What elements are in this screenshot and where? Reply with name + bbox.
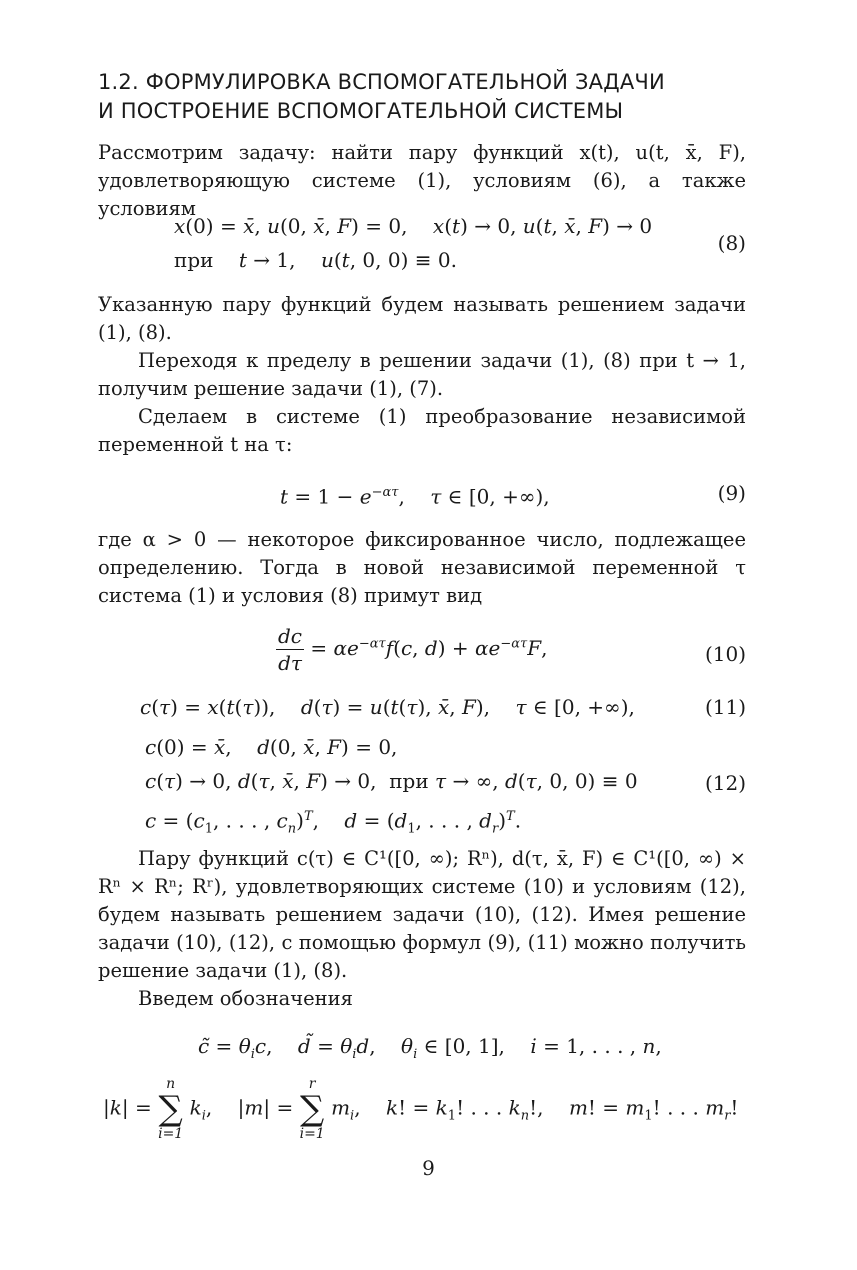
paragraph-7: Введем обозначения xyxy=(138,987,353,1010)
eq10: $\frac{dc}{d\tau}$ = $\alpha e^{-\alpha\tau}f(c$, $d) + \alpha e^{-\alpha\tau}F$, xyxy=(278,624,548,675)
paragraph-3: Переходя к пределу в решении задачи (1), (8) при t → 1, получим решение задачи (1), (7). xyxy=(98,349,746,400)
paragraph-5: где α > 0 — некоторое фиксированное число, подлежащее определению. Тогда в новой независимой переменной τ система (1) и условия (8) примут вид xyxy=(98,528,746,607)
eq10-fraction: $\frac{dc}{d\tau}$ xyxy=(278,624,303,675)
eq11-number: (11) xyxy=(704,695,746,719)
eq9-number: (9) xyxy=(717,481,746,505)
eq11: c(τ) = x(t(τ)), d(τ) = u(t(τ), x̄, F), τ ∈ [0, +∞), xyxy=(140,695,635,719)
section-heading xyxy=(98,68,746,126)
eq8-line-2: при t → 1, u(t, 0, 0) ≡ 0. xyxy=(174,248,457,272)
eq8-number: (8) xyxy=(717,231,746,255)
paragraph-2: Указанную пару функций будем называть решением задачи (1), (8). xyxy=(98,293,746,344)
heading-line-2: И ПОСТРОЕНИЕ ВСПОМОГАТЕЛЬНОЙ СИСТЕМЫ xyxy=(98,99,624,123)
eq12-number: (12) xyxy=(704,771,746,795)
notation-line-2: |k| = n ∑ i=1 $k_i$, |m| = r ∑ i=1 $m_i$, k! = $k_1$! . . . $k_n$!, m! = $m_1$! . . . $m_r$! xyxy=(103,1076,739,1142)
heading-line-1: 1.2. ФОРМУЛИРОВКА ВСПОМОГАТЕЛЬНОЙ ЗАДАЧИ xyxy=(98,70,665,94)
page-number: 9 xyxy=(422,1156,435,1180)
eq8-line-1: x(0) = x̄, u(0, x̄, F) = 0, x(t) → 0, u(t, x̄, F) → 0 xyxy=(174,214,653,238)
notation-line-1: c̃ = $\theta_ic$, d̃ = $\theta_id$, $\theta_i$ ∈ [0, 1], i = 1, . . . , n, xyxy=(198,1034,662,1062)
eq12-line-2: c(τ) → 0, d(τ, x̄, F) → 0, при τ → ∞, d(τ, 0, 0) ≡ 0 xyxy=(145,769,638,793)
sum-k: n ∑ i=1 xyxy=(158,1076,184,1142)
eq12-line-1: c(0) = x̄, d(0, x̄, F) = 0, xyxy=(145,735,398,759)
paragraph-4: Сделаем в системе (1) преобразование независимой переменной t на τ: xyxy=(98,405,746,456)
eq9: $t = 1 - e^{-\alpha\tau}$, τ ∈ [0, +∞), xyxy=(280,484,550,509)
eq10-number: (10) xyxy=(704,642,746,666)
eq12-line-3: $c = (c_1$, . . . , $c_n)^T$, $d = (d_1$, . . . , $d_r)^T$. xyxy=(145,808,522,837)
paragraph-1: Рассмотрим задачу: найти пару функций x(t), u(t, x̄, F), удовлетворяющую системе (1), условиям (6), а также условиям xyxy=(98,141,746,220)
sum-m: r ∑ i=1 xyxy=(299,1076,325,1142)
paragraph-6: Пару функций c(τ) ∈ C¹([0, ∞); Rⁿ), d(τ, x̄, F) ∈ C¹([0, ∞) × Rⁿ × Rⁿ; Rʳ), удовлетворяющих системе (10) и условиям (12), будем называть решением задачи (10), (12). Имея решение задачи (10), (12), с помощью формул (9), (11) можно получить решение задачи (1), (8). xyxy=(98,847,746,982)
